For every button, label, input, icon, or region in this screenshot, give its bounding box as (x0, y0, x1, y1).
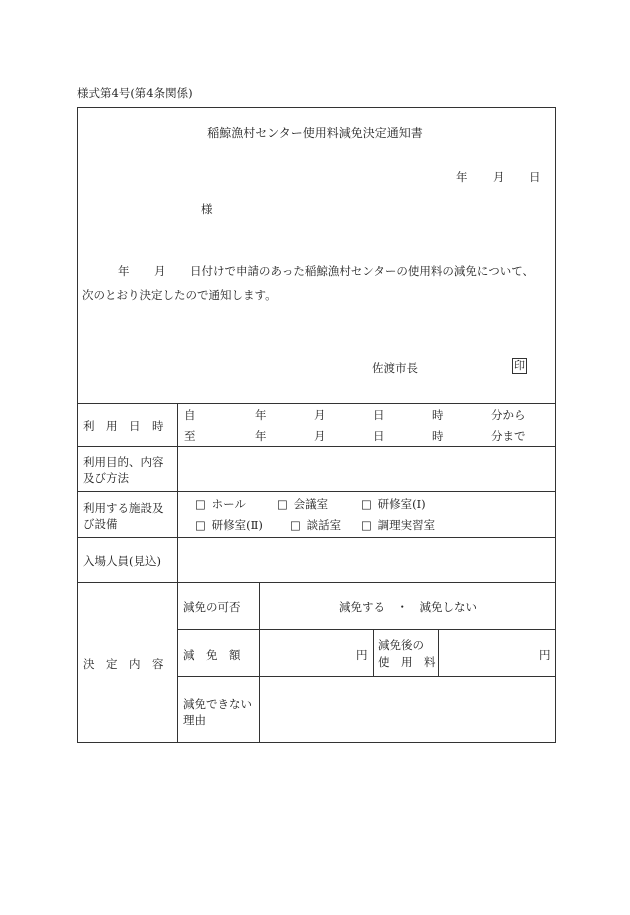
seal-mark (512, 358, 527, 374)
checkbox-icon[interactable]: □ (290, 518, 301, 532)
checkbox-icon[interactable]: □ (277, 497, 288, 511)
reduction-amount-unit: 円 (356, 648, 368, 662)
addressee-suffix: 様 (201, 202, 213, 216)
fee-after-label-line-1: 減免後の (378, 638, 424, 652)
from-year-label: 年 (255, 408, 267, 422)
purpose-label-line-2: 及び方法 (83, 471, 129, 485)
facilities-label-line-2: び設備 (83, 517, 118, 531)
row-rule-1 (77, 446, 556, 447)
fee-after-divider-rule (438, 629, 439, 676)
from-day-label: 日 (373, 408, 385, 422)
to-month-label: 月 (314, 429, 326, 443)
facilities-label-line-1: 利用する施設及 (83, 501, 164, 515)
date-day-label: 日 (529, 170, 541, 184)
facility-option-training-room-2[interactable] (195, 517, 263, 533)
facility-option-hall[interactable] (195, 496, 246, 512)
fee-after-label-line-2: 使 用 料 (378, 655, 436, 669)
row-rule-6 (177, 676, 556, 677)
sender-title: 佐渡市長 (372, 361, 418, 375)
facility-option-label: 談話室 (306, 518, 342, 532)
facility-option-label: 研修室(Ⅱ) (211, 518, 263, 532)
row-rule-3 (77, 537, 556, 538)
usage-datetime-label: 利 用 日 時 (83, 419, 164, 433)
checkbox-icon[interactable]: □ (195, 497, 206, 511)
row-rule-2 (77, 491, 556, 492)
row-rule-5 (177, 629, 556, 630)
label-column-rule (177, 403, 178, 743)
purpose-label-line-1: 利用目的、内容 (83, 455, 164, 469)
approval-label: 減免の可否 (183, 600, 241, 614)
date-month-label: 月 (493, 170, 505, 184)
fee-after-unit: 円 (539, 648, 551, 662)
body-line-2: 次のとおり決定したので通知します。 (82, 288, 277, 302)
attendance-label: 入場人員(見込) (83, 554, 161, 568)
reason-label-line-2: 理由 (183, 713, 206, 727)
from-month-label: 月 (314, 408, 326, 422)
facility-option-label: 会議室 (293, 497, 329, 511)
checkbox-icon[interactable]: □ (361, 497, 372, 511)
decision-label: 決 定 内 容 (83, 657, 164, 671)
body-year-label: 年 (118, 264, 130, 278)
facility-option-lounge[interactable] (290, 517, 341, 533)
reason-label-line-1: 減免できない (183, 697, 252, 711)
amount-divider-rule (373, 629, 374, 676)
to-hour-label: 時 (432, 429, 444, 443)
to-minute-label: 分まで (491, 429, 526, 443)
from-hour-label: 時 (432, 408, 444, 422)
to-year-label: 年 (255, 429, 267, 443)
to-day-label: 日 (373, 429, 385, 443)
checkbox-icon[interactable]: □ (195, 518, 206, 532)
form-number-label: 様式第4号(第4条関係) (77, 86, 193, 100)
facility-option-label: 研修室(Ⅰ) (377, 497, 426, 511)
facility-option-meeting-room[interactable] (277, 496, 328, 512)
from-marker: 自 (184, 408, 196, 422)
date-year-label: 年 (456, 170, 468, 184)
body-month-label: 月 (154, 264, 166, 278)
row-rule-4 (77, 582, 556, 583)
from-minute-label: 分から (491, 408, 526, 422)
to-marker: 至 (184, 429, 196, 443)
document-title: 稲鯨漁村センター使用料減免決定通知書 (207, 126, 423, 140)
table-top-rule (77, 403, 556, 404)
facility-option-training-room-1[interactable] (361, 496, 426, 512)
facility-option-label: 調理実習室 (377, 518, 436, 532)
approval-options: 減免する ・ 減免しない (339, 600, 477, 614)
reduction-amount-label: 減 免 額 (183, 648, 241, 662)
facility-option-cooking-room[interactable] (361, 517, 435, 533)
facility-option-label: ホール (211, 497, 246, 511)
checkbox-icon[interactable]: □ (361, 518, 372, 532)
body-line-1: 日付けで申請のあった稲鯨漁村センターの使用料の減免について、 (190, 264, 534, 278)
seal-glyph: 印 (514, 359, 525, 372)
